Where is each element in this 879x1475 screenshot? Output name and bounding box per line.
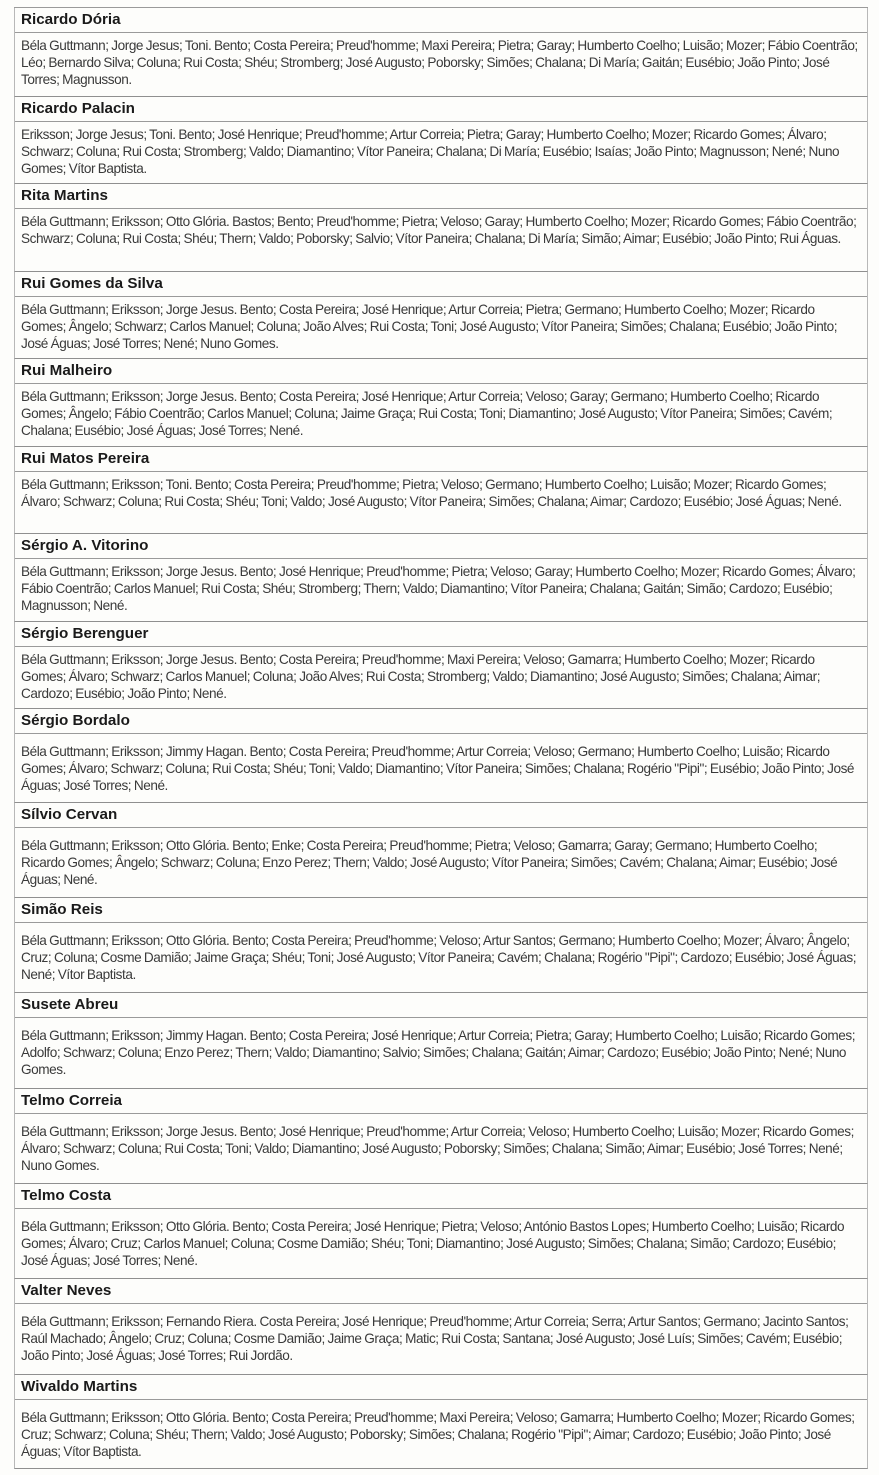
entry-text: Béla Guttmann; Jorge Jesus; Toni. Bento; Costa Pereira; Preud'homme; Maxi Pereira; Pietra; Garay; Humberto Coelho; Luisão; Mozer; Fábio Coentrão; Léo; Bernardo Silva; Coluna; Rui Costa; Shéu; Stromberg; José Augusto; Poborsky; Simões; Chalana; Di María; Gaitán; Eusébio; João Pinto; José Torres; Magnusson.: [21, 38, 858, 87]
entry-name: Sérgio Bordalo: [15, 709, 867, 734]
entry-sergio-berenguer: [14, 622, 868, 709]
entry-text: Béla Guttmann; Eriksson; Otto Glória. Bento; Enke; Costa Pereira; Preud'homme; Pietra; Veloso; Gamarra; Garay; Germano; Humberto Coelho; Ricardo Gomes; Ângelo; Schwarz; Coluna; Enzo Perez; Thern; Valdo; José Augusto; Vítor Paneira; Simões; Cavém; Chalana; Aimar; Eusébio; José Águas; Nené.: [21, 838, 838, 887]
entry-valter-neves: [14, 1279, 868, 1375]
entry-text: Béla Guttmann; Eriksson; Otto Glória. Bento; Costa Pereira; José Henrique; Pietra; Veloso; António Bastos Lopes; Humberto Coelho; Luisão; Ricardo Gomes; Álvaro; Cruz; Carlos Manuel; Coluna; Cosme Damião; Shéu; Toni; Diamantino; José Augusto; Simões; Chalana; Simão; Cardozo; Eusébio; José Águas; José Torres; Nené.: [21, 1219, 845, 1268]
entry-rui-gomes-da-silva: [14, 272, 868, 359]
entry-telmo-correia: [14, 1089, 868, 1184]
entry-susete-abreu: [14, 993, 868, 1089]
entry-ricardo-palacin: [14, 97, 868, 184]
entry-text: Béla Guttmann; Eriksson; Otto Glória. Bento; Costa Pereira; Preud'homme; Veloso; Artur Santos; Germano; Humberto Coelho; Mozer; Álvaro; Ângelo; Cruz; Coluna; Cosme Damião; Jaime Graça; Shéu; Toni; José Augusto; Vítor Paneira; Cavém; Chalana; Rogério "Pipi"; Cardozo; Eusébio; José Águas; Nené; Vítor Baptista.: [21, 933, 857, 982]
entry-sergio-a-vitorino: [14, 534, 868, 622]
entry-rui-matos-pereira: [14, 447, 868, 534]
entry-name: Sérgio Berenguer: [15, 622, 867, 647]
entry-wivaldo-martins: [14, 1375, 868, 1469]
entry-silvio-cervan: [14, 803, 868, 898]
entry-name: Ricardo Dória: [15, 8, 867, 33]
entry-name: Ricardo Palacin: [15, 97, 867, 122]
entries-table: [14, 7, 868, 1469]
entry-text: Béla Guttmann; Eriksson; Jorge Jesus. Bento; Costa Pereira; José Henrique; Artur Correia; Veloso; Garay; Germano; Humberto Coelho; Ricardo Gomes; Ângelo; Fábio Coentrão; Carlos Manuel; Coluna; Jaime Graça; Rui Costa; Toni; Diamantino; José Augusto; Vítor Paneira; Simões; Cavém; Chalana; Eusébio; José Águas; José Torres; Nené.: [21, 389, 833, 438]
entry-text: Béla Guttmann; Eriksson; Jorge Jesus. Bento; Costa Pereira; José Henrique; Artur Correia; Pietra; Germano; Humberto Coelho; Mozer; Ricardo Gomes; Ângelo; Schwarz; Carlos Manuel; Coluna; João Alves; Rui Costa; Toni; José Augusto; Vítor Paneira; Simões; Chalana; Eusébio; João Pinto; José Águas; José Torres; Nené; Nuno Gomes.: [21, 302, 838, 351]
entry-rita-martins: [14, 184, 868, 272]
entry-text: Béla Guttmann; Eriksson; Toni. Bento; Costa Pereira; Preud'homme; Pietra; Veloso; Germano; Humberto Coelho; Luisão; Mozer; Ricardo Gomes; Álvaro; Schwarz; Coluna; Rui Costa; Shéu; Toni; Valdo; José Augusto; Vítor Paneira; Simões; Chalana; Aimar; Cardozo; Eusébio; José Águas; Nené.: [21, 477, 842, 509]
entry-name: Telmo Costa: [15, 1184, 867, 1209]
entry-sergio-bordalo: [14, 709, 868, 803]
entry-name: Simão Reis: [15, 898, 867, 923]
entry-telmo-costa: [14, 1184, 868, 1279]
entry-text: Béla Guttmann; Eriksson; Fernando Riera. Costa Pereira; José Henrique; Preud'homme; Artur Correia; Serra; Artur Santos; Germano; Jacinto Santos; Raúl Machado; Ângelo; Cruz; Coluna; Cosme Damião; Jaime Graça; Matic; Rui Costa; Santana; José Augusto; José Luís; Simões; Cavém; Eusébio; João Pinto; José Águas; José Torres; Rui Jordão.: [21, 1314, 849, 1363]
entry-name: Susete Abreu: [15, 993, 867, 1018]
entry-text: Béla Guttmann; Eriksson; Jimmy Hagan. Bento; Costa Pereira; Preud'homme; Artur Correia; Veloso; Germano; Humberto Coelho; Luisão; Ricardo Gomes; Álvaro; Schwarz; Coluna; Rui Costa; Shéu; Toni; Valdo; Diamantino; Vítor Paneira; Simões; Chalana; Rogério "Pipi"; Eusébio; João Pinto; José Águas; José Torres; Nené.: [21, 744, 855, 793]
entry-name: Rui Gomes da Silva: [15, 272, 867, 297]
entry-text: Béla Guttmann; Eriksson; Jorge Jesus. Bento; Costa Pereira; Preud'homme; Maxi Pereira; Veloso; Gamarra; Humberto Coelho; Mozer; Ricardo Gomes; Álvaro; Schwarz; Carlos Manuel; Coluna; João Alves; Rui Costa; Stromberg; Valdo; Diamantino; José Augusto; Simões; Chalana; Aimar; Cardozo; Eusébio; João Pinto; Nené.: [21, 652, 821, 701]
entry-name: Rita Martins: [15, 184, 867, 209]
entry-simao-reis: [14, 898, 868, 993]
entry-name: Rui Malheiro: [15, 359, 867, 384]
entry-text: Béla Guttmann; Eriksson; Jorge Jesus. Bento; José Henrique; Preud'homme; Artur Correia; Veloso; Humberto Coelho; Luisão; Mozer; Ricardo Gomes; Álvaro; Schwarz; Coluna; Rui Costa; Toni; Valdo; Diamantino; José Augusto; Poborsky; Simões; Chalana; Simão; Aimar; Eusébio; José Torres; Nené; Nuno Gomes.: [21, 1124, 854, 1173]
entry-text: Béla Guttmann; Eriksson; Otto Glória. Bento; Costa Pereira; Preud'homme; Maxi Pereira; Veloso; Gamarra; Humberto Coelho; Mozer; Ricardo Gomes; Cruz; Schwarz; Coluna; Shéu; Thern; Valdo; José Augusto; Poborsky; Simões; Chalana; Rogério "Pipi"; Aimar; Cardozo; Eusébio; João Pinto; José Águas; Vítor Baptista.: [21, 1410, 855, 1459]
entry-name: Rui Matos Pereira: [15, 447, 867, 472]
entry-text: Béla Guttmann; Eriksson; Jorge Jesus. Bento; José Henrique; Preud'homme; Pietra; Veloso; Garay; Humberto Coelho; Mozer; Ricardo Gomes; Álvaro; Fábio Coentrão; Carlos Manuel; Rui Costa; Shéu; Stromberg; Thern; Valdo; Diamantino; Vítor Paneira; Chalana; Gaitán; Simão; Cardozo; Eusébio; Magnusson; Nené.: [21, 564, 856, 613]
entry-ricardo-doria: [14, 8, 868, 97]
entry-text: Béla Guttmann; Eriksson; Jimmy Hagan. Bento; Costa Pereira; José Henrique; Artur Correia; Pietra; Garay; Humberto Coelho; Luisão; Ricardo Gomes; Adolfo; Schwarz; Coluna; Enzo Perez; Thern; Valdo; Diamantino; Salvio; Simões; Chalana; Gaitán; Aimar; Cardozo; Eusébio; João Pinto; Nené; Nuno Gomes.: [21, 1028, 856, 1077]
entry-name: Sérgio A. Vitorino: [15, 534, 867, 559]
entry-name: Telmo Correia: [15, 1089, 867, 1114]
entry-name: Sílvio Cervan: [15, 803, 867, 828]
entry-name: Valter Neves: [15, 1279, 867, 1304]
entry-rui-malheiro: [14, 359, 868, 447]
entry-text: Béla Guttmann; Eriksson; Otto Glória. Bastos; Bento; Preud'homme; Pietra; Veloso; Garay; Humberto Coelho; Mozer; Ricardo Gomes; Fábio Coentrão; Schwarz; Coluna; Rui Costa; Shéu; Thern; Valdo; Poborsky; Salvio; Vítor Paneira; Chalana; Di María; Simão; Aimar; Eusébio; João Pinto; Rui Águas.: [21, 214, 857, 246]
entry-name: Wivaldo Martins: [15, 1375, 867, 1400]
entry-text: Eriksson; Jorge Jesus; Toni. Bento; José Henrique; Preud'homme; Artur Correia; Pietra; Garay; Humberto Coelho; Mozer; Ricardo Gomes; Álvaro; Schwarz; Coluna; Rui Costa; Stromberg; Valdo; Diamantino; Vítor Paneira; Chalana; Di María; Eusébio; Isaías; João Pinto; Magnusson; Nené; Nuno Gomes; Vítor Baptista.: [21, 127, 840, 176]
